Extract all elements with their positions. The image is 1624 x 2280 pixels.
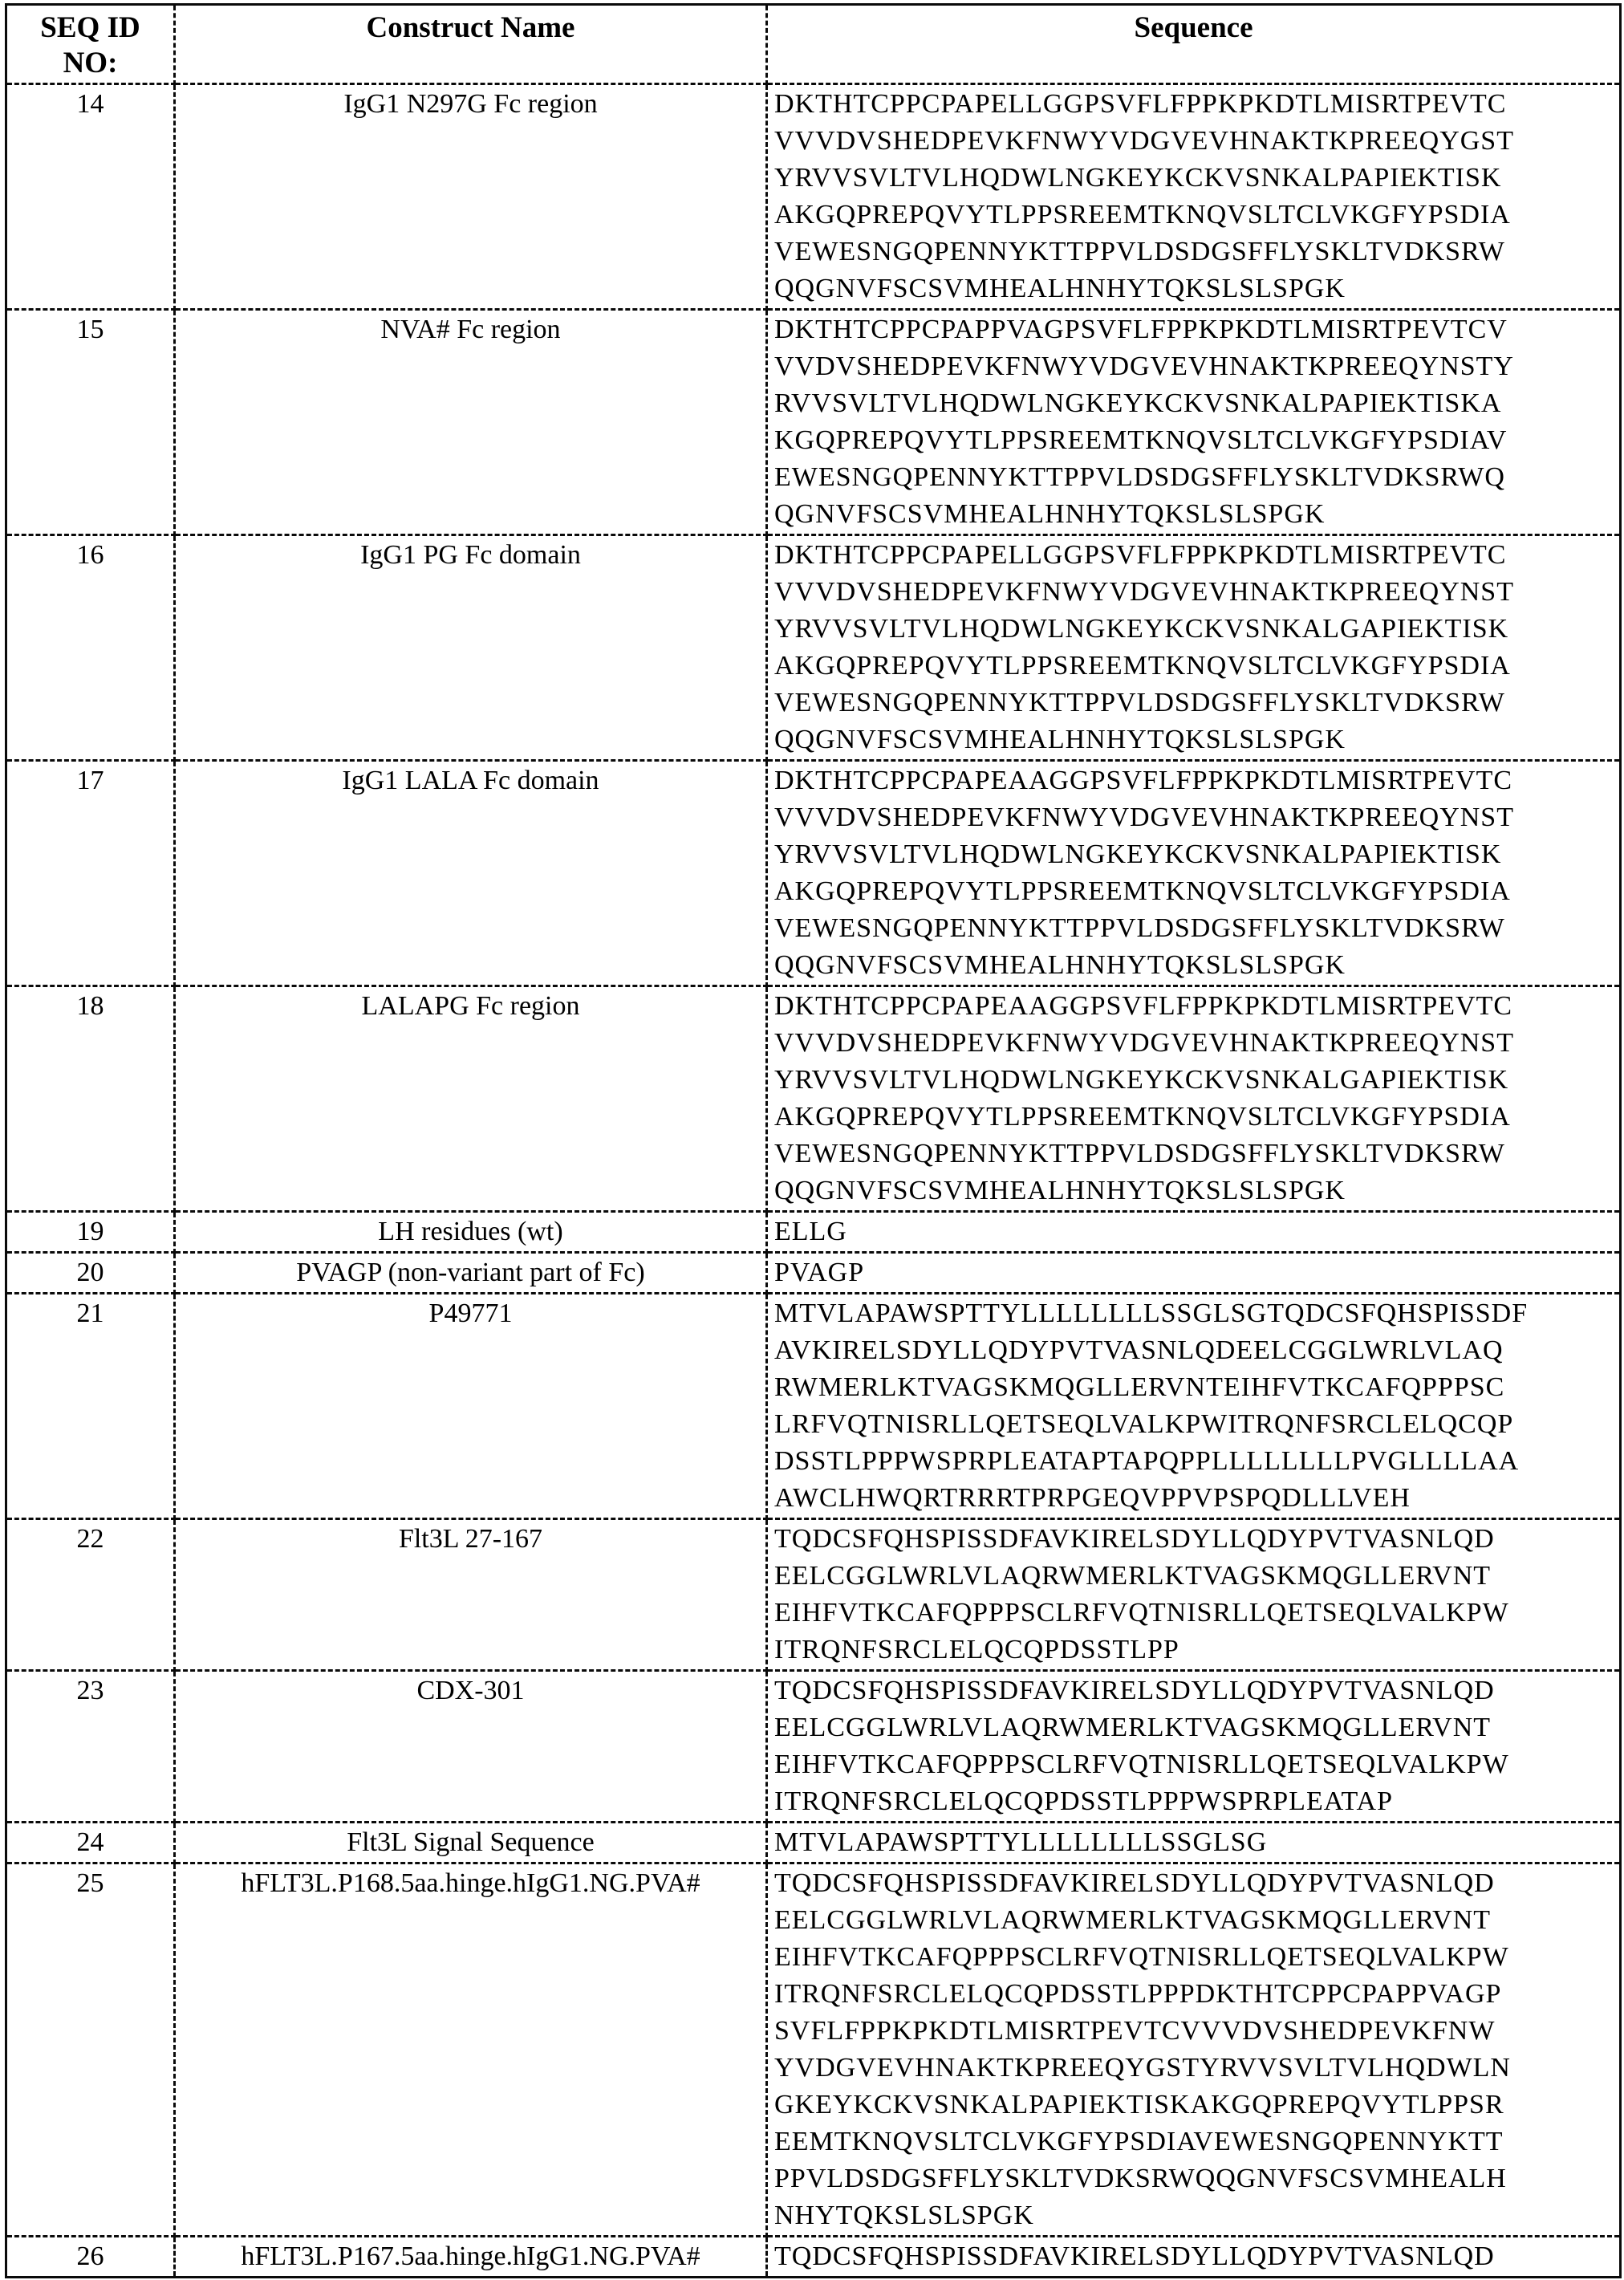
sequence-line: DKTHTCPPCPAPEAAGGPSVFLFPPKPKDTLMISRTPEVTC (774, 766, 1513, 795)
construct-name-cell: P49771 (175, 1294, 767, 1519)
sequence-line: AKGQPREPQVYTLPPSREEMTKNQVSLTCLVKGFYPSDIA (774, 651, 1511, 681)
sequence-line: AWCLHWQRTRRRTPRPGEQVPPVPSPQDLLLVEH (774, 1483, 1411, 1513)
seq-id-cell: 16 (6, 535, 175, 761)
sequence-line: QQGNVFSCSVMHEALHNHYTQKSLSLSPGK (774, 950, 1346, 980)
sequence-line: DKTHTCPPCPAPPVAGPSVFLFPPKPKDTLMISRTPEVTCV (774, 315, 1508, 344)
sequence-line: RVVSVLTVLHQDWLNGKEYKCKVSNKALPAPIEKTISKA (774, 388, 1502, 418)
seq-id-cell: 15 (6, 310, 175, 535)
sequence-line: QQGNVFSCSVMHEALHNHYTQKSLSLSPGK (774, 274, 1346, 303)
seq-id-cell: 20 (6, 1253, 175, 1294)
construct-name-cell: hFLT3L.P168.5aa.hinge.hIgG1.NG.PVA# (175, 1863, 767, 2237)
sequence-line: TQDCSFQHSPISSDFAVKIRELSDYLLQDYPVTVASNLQD (774, 1868, 1495, 1898)
header-sequence: Sequence (767, 5, 1621, 84)
sequence-line: LRFVQTNISRLLQETSEQLVALKPWITRQNFSRCLELQCQP (774, 1409, 1514, 1439)
sequence-line: QGNVFSCSVMHEALHNHYTQKSLSLSPGK (774, 499, 1326, 529)
seq-id-cell: 21 (6, 1294, 175, 1519)
seq-id-cell: 18 (6, 986, 175, 1212)
construct-name-cell: LALAPG Fc region (175, 986, 767, 1212)
seq-id-cell: 22 (6, 1519, 175, 1671)
sequence-line: ITRQNFSRCLELQCQPDSSTLPP (774, 1635, 1179, 1664)
header-seq-id: SEQ ID NO: (6, 5, 175, 84)
sequence-line: QQGNVFSCSVMHEALHNHYTQKSLSLSPGK (774, 1176, 1346, 1205)
sequence-line: AVKIRELSDYLLQDYPVTVASNLQDEELCGGLWRLVLAQ (774, 1335, 1504, 1365)
table-body (6, 84, 1621, 2278)
sequence-line: YVDGVEVHNAKTKPREEQYGSTYRVVSVLTVLHQDWLN (774, 2053, 1511, 2083)
table-row (6, 1294, 1621, 1519)
sequence-listing-table (5, 3, 1622, 2278)
sequence-line: VVDVSHEDPEVKFNWYVDGVEVHNAKTKPREEQYNSTY (774, 352, 1514, 381)
sequence-line: GKEYKCKVSNKALPAPIEKTISKAKGQPREPQVYTLPPSR (774, 2090, 1504, 2119)
table-row (6, 2237, 1621, 2278)
seq-id-cell: 25 (6, 1863, 175, 2237)
sequence-line: MTVLAPAWSPTTYLLLLLLLLSSGLSG (774, 1827, 1268, 1857)
seq-id-cell: 24 (6, 1823, 175, 1863)
construct-name-cell: Flt3L 27-167 (175, 1519, 767, 1671)
sequence-line: VVVDVSHEDPEVKFNWYVDGVEVHNAKTKPREEQYNST (774, 803, 1514, 832)
sequence-line: KGQPREPQVYTLPPSREEMTKNQVSLTCLVKGFYPSDIAV (774, 425, 1508, 455)
sequence-line: DKTHTCPPCPAPEAAGGPSVFLFPPKPKDTLMISRTPEVTC (774, 991, 1513, 1021)
sequence-line: AKGQPREPQVYTLPPSREEMTKNQVSLTCLVKGFYPSDIA (774, 200, 1511, 230)
table-row (6, 84, 1621, 310)
sequence-line: YRVVSVLTVLHQDWLNGKEYKCKVSNKALPAPIEKTISK (774, 163, 1502, 193)
sequence-line: ITRQNFSRCLELQCQPDSSTLPPPDKTHTCPPCPAPPVAGP (774, 1979, 1502, 2009)
seq-id-cell: 14 (6, 84, 175, 310)
table-row (6, 535, 1621, 761)
sequence-line: VEWESNGQPENNYKTTPPVLDSDGSFFLYSKLTVDKSRW (774, 688, 1505, 717)
sequence-line: EELCGGLWRLVLAQRWMERLKTVAGSKMQGLLERVNT (774, 1905, 1492, 1935)
construct-name-cell: IgG1 N297G Fc region (175, 84, 767, 310)
table-row (6, 1212, 1621, 1253)
construct-name-cell: hFLT3L.P167.5aa.hinge.hIgG1.NG.PVA# (175, 2237, 767, 2278)
construct-name-cell: IgG1 LALA Fc domain (175, 761, 767, 986)
sequence-cell (767, 1294, 1621, 1519)
sequence-line: NHYTQKSLSLSPGK (774, 2201, 1034, 2230)
construct-name-cell: IgG1 PG Fc domain (175, 535, 767, 761)
sequence-line: QQGNVFSCSVMHEALHNHYTQKSLSLSPGK (774, 725, 1346, 754)
sequence-line: EIHFVTKCAFQPPPSCLRFVQTNISRLLQETSEQLVALKPW (774, 1942, 1509, 1972)
sequence-line: DKTHTCPPCPAPELLGGPSVFLFPPKPKDTLMISRTPEVTC (774, 89, 1507, 119)
sequence-line: PVAGP (774, 1258, 865, 1287)
sequence-line: VEWESNGQPENNYKTTPPVLDSDGSFFLYSKLTVDKSRW (774, 1139, 1505, 1168)
sequence-line: RWMERLKTVAGSKMQGLLERVNTEIHFVTKCAFQPPPSC (774, 1372, 1505, 1402)
seq-id-cell: 23 (6, 1671, 175, 1823)
sequence-line: ELLG (774, 1217, 847, 1246)
sequence-cell (767, 310, 1621, 535)
sequence-line: TQDCSFQHSPISSDFAVKIRELSDYLLQDYPVTVASNLQD (774, 1524, 1495, 1554)
table-row (6, 1519, 1621, 1671)
table-row (6, 1863, 1621, 2237)
construct-name-cell: Flt3L Signal Sequence (175, 1823, 767, 1863)
sequence-cell (767, 1212, 1621, 1253)
sequence-cell (767, 986, 1621, 1212)
header-construct-name: Construct Name (175, 5, 767, 84)
sequence-line: SVFLFPPKPKDTLMISRTPEVTCVVVDVSHEDPEVKFNW (774, 2016, 1496, 2046)
sequence-line: PPVLDSDGSFFLYSKLTVDKSRWQQGNVFSCSVMHEALH (774, 2164, 1507, 2193)
sequence-line: AKGQPREPQVYTLPPSREEMTKNQVSLTCLVKGFYPSDIA (774, 876, 1511, 906)
sequence-line: VVVDVSHEDPEVKFNWYVDGVEVHNAKTKPREEQYNST (774, 1028, 1514, 1058)
table-header (6, 5, 1621, 84)
sequence-line: VEWESNGQPENNYKTTPPVLDSDGSFFLYSKLTVDKSRW (774, 913, 1505, 943)
sequence-cell (767, 84, 1621, 310)
sequence-line: EIHFVTKCAFQPPPSCLRFVQTNISRLLQETSEQLVALKPW (774, 1750, 1509, 1779)
table-row (6, 1253, 1621, 1294)
seq-id-cell: 19 (6, 1212, 175, 1253)
table-row (6, 310, 1621, 535)
construct-name-cell: CDX-301 (175, 1671, 767, 1823)
construct-name-cell: LH residues (wt) (175, 1212, 767, 1253)
sequence-line: YRVVSVLTVLHQDWLNGKEYKCKVSNKALGAPIEKTISK (774, 614, 1509, 644)
sequence-line: DKTHTCPPCPAPELLGGPSVFLFPPKPKDTLMISRTPEVTC (774, 540, 1507, 570)
sequence-cell (767, 761, 1621, 986)
construct-name-cell: PVAGP (non-variant part of Fc) (175, 1253, 767, 1294)
sequence-cell (767, 1519, 1621, 1671)
sequence-line: YRVVSVLTVLHQDWLNGKEYKCKVSNKALPAPIEKTISK (774, 839, 1502, 869)
seq-id-cell: 26 (6, 2237, 175, 2278)
sequence-cell (767, 1823, 1621, 1863)
sequence-line: VEWESNGQPENNYKTTPPVLDSDGSFFLYSKLTVDKSRW (774, 237, 1505, 266)
sequence-cell (767, 1671, 1621, 1823)
header-row (6, 5, 1621, 84)
sequence-line: ITRQNFSRCLELQCQPDSSTLPPPWSPRPLEATAP (774, 1786, 1394, 1816)
sequence-cell (767, 2237, 1621, 2278)
seq-id-cell: 17 (6, 761, 175, 986)
sequence-line: TQDCSFQHSPISSDFAVKIRELSDYLLQDYPVTVASNLQD (774, 2241, 1495, 2271)
sequence-line: EEMTKNQVSLTCLVKGFYPSDIAVEWESNGQPENNYKTT (774, 2127, 1504, 2156)
sequence-line: YRVVSVLTVLHQDWLNGKEYKCKVSNKALGAPIEKTISK (774, 1065, 1509, 1095)
sequence-line: EWESNGQPENNYKTTPPVLDSDGSFFLYSKLTVDKSRWQ (774, 462, 1505, 492)
sequence-cell (767, 1863, 1621, 2237)
sequence-cell (767, 535, 1621, 761)
sequence-cell (767, 1253, 1621, 1294)
construct-name-cell: NVA# Fc region (175, 310, 767, 535)
sequence-line: EIHFVTKCAFQPPPSCLRFVQTNISRLLQETSEQLVALKPW (774, 1598, 1509, 1628)
table-row (6, 761, 1621, 986)
sequence-line: VVVDVSHEDPEVKFNWYVDGVEVHNAKTKPREEQYNST (774, 577, 1514, 607)
sequence-line: VVVDVSHEDPEVKFNWYVDGVEVHNAKTKPREEQYGST (774, 126, 1514, 156)
table-row (6, 986, 1621, 1212)
sequence-line: MTVLAPAWSPTTYLLLLLLLLSSGLSGTQDCSFQHSPISSDF (774, 1299, 1529, 1328)
table-row (6, 1671, 1621, 1823)
sequence-line: AKGQPREPQVYTLPPSREEMTKNQVSLTCLVKGFYPSDIA (774, 1102, 1511, 1132)
table-row (6, 1823, 1621, 1863)
sequence-line: EELCGGLWRLVLAQRWMERLKTVAGSKMQGLLERVNT (774, 1713, 1492, 1742)
sequence-line: DSSTLPPPWSPRPLEATAPTAPQPPLLLLLLLLPVGLLLLAA (774, 1446, 1520, 1476)
sequence-line: EELCGGLWRLVLAQRWMERLKTVAGSKMQGLLERVNT (774, 1561, 1492, 1591)
sequence-line: TQDCSFQHSPISSDFAVKIRELSDYLLQDYPVTVASNLQD (774, 1676, 1495, 1705)
